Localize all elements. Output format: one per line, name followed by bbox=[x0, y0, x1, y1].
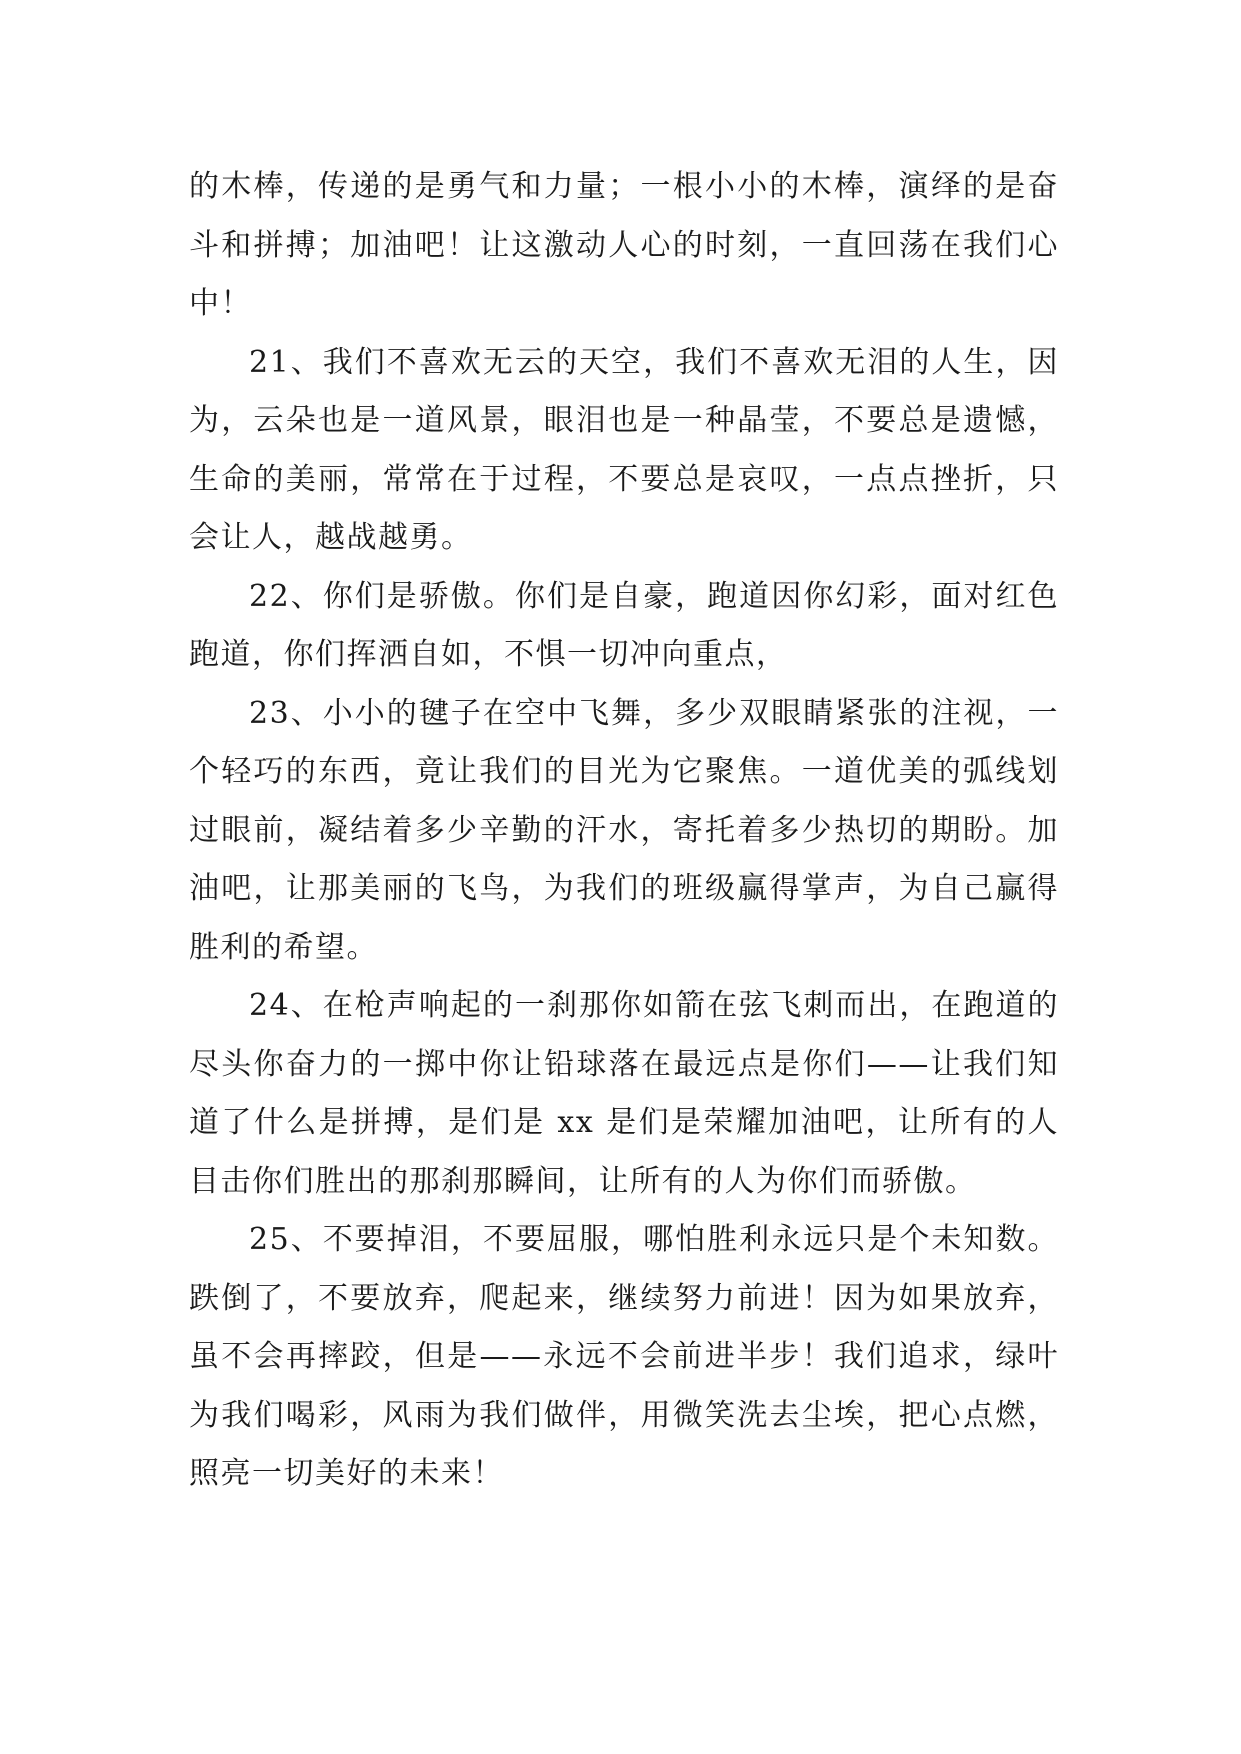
paragraph-21: 21、我们不喜欢无云的天空，我们不喜欢无泪的人生，因为，云朵也是一道风景，眼泪也是一种晶莹，不要总是遗憾，生命的美丽，常常在于过程，不要总是哀叹，一点点挫折，只会让人，越战越勇。 bbox=[189, 344, 1059, 555]
document-body bbox=[189, 158, 1059, 1504]
paragraph-22: 22、你们是骄傲。你们是自豪，跑道因你幻彩，面对红色跑道，你们挥洒自如，不惧一切冲向重点， bbox=[189, 578, 1059, 672]
paragraph-24: 24、在枪声响起的一刹那你如箭在弦飞刺而出，在跑道的尽头你奋力的一掷中你让铅球落在最远点是你们——让我们知道了什么是拼搏，是们是 xx 是们是荣耀加油吧，让所有的人目击你们胜出的那刹那瞬间，让所有的人为你们而骄傲。 bbox=[189, 988, 1059, 1199]
paragraph-continuation: 的木棒，传递的是勇气和力量；一根小小的木棒，演绎的是奋斗和拼搏；加油吧！让这激动人心的时刻，一直回荡在我们心中！ bbox=[189, 169, 1059, 321]
paragraph-25: 25、不要掉泪，不要屈服，哪怕胜利永远只是个未知数。跌倒了，不要放弃，爬起来，继续努力前进！因为如果放弃，虽不会再摔跤，但是——永远不会前进半步！我们追求，绿叶为我们喝彩，风雨为我们做伴，用微笑洗去尘埃，把心点燃，照亮一切美好的未来！ bbox=[189, 1222, 1059, 1491]
paragraph-23: 23、小小的毽子在空中飞舞，多少双眼睛紧张的注视，一个轻巧的东西，竟让我们的目光为它聚焦。一道优美的弧线划过眼前，凝结着多少辛勤的汗水，寄托着多少热切的期盼。加油吧，让那美丽的飞鸟，为我们的班级赢得掌声，为自己赢得胜利的希望。 bbox=[189, 695, 1059, 965]
